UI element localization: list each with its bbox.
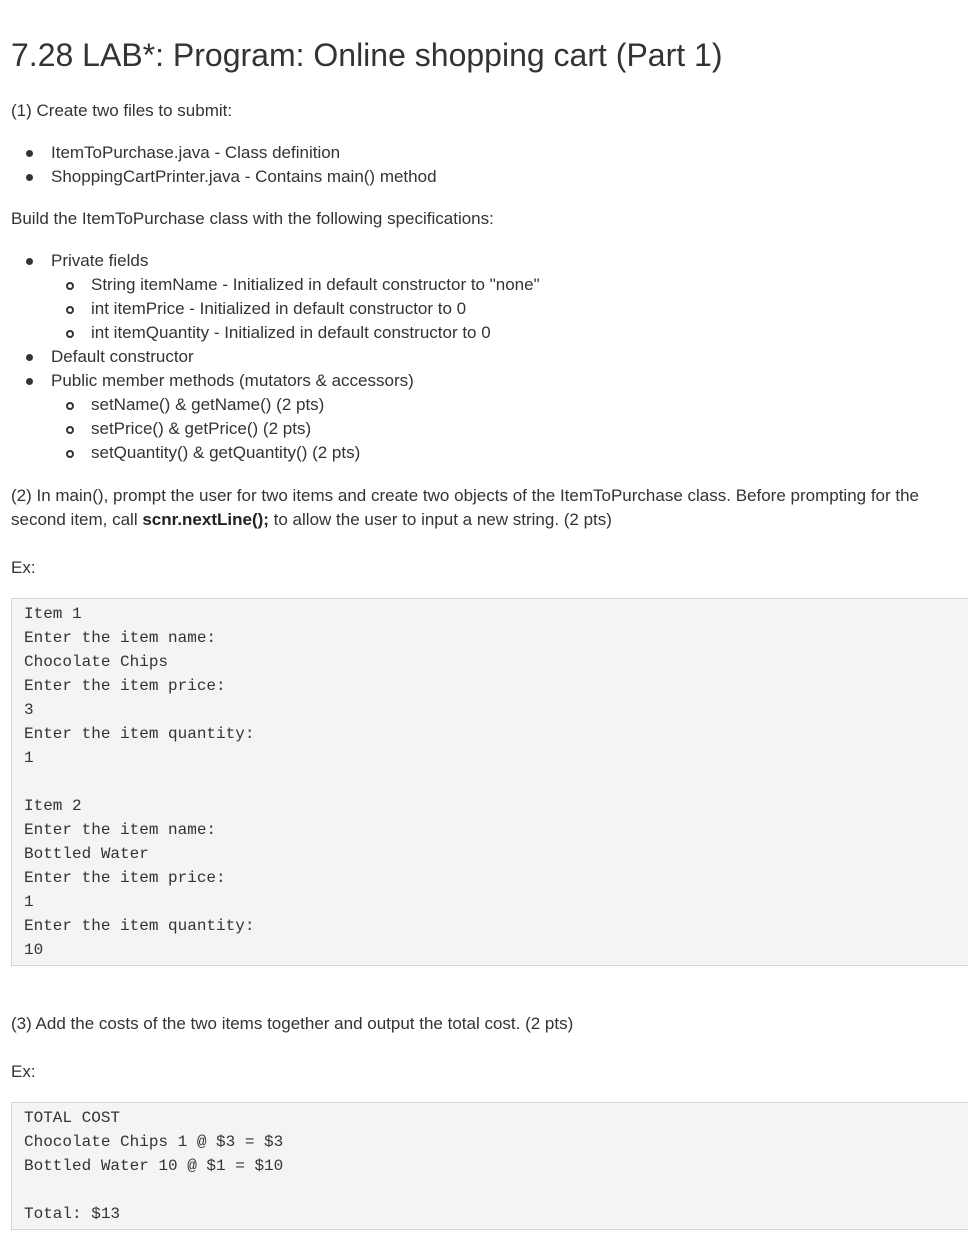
list-item: setName() & getName() (2 pts) [51,393,540,417]
step2-text-line2 [11,508,612,532]
code-line: TOTAL COST [24,1109,121,1127]
files-list [11,141,437,189]
inline-code: scnr.nextLine(); [142,510,269,529]
code-line-blank [24,1178,968,1202]
public-methods-list [51,393,540,465]
spec-intro: Build the ItemToPurchase class with the following specifications: [11,209,494,228]
code-line: 3 [24,701,34,719]
code-line: 10 [24,941,44,959]
code-line: Enter the item quantity: [24,917,255,935]
step2-text-line1: (2) In main(), prompt the user for two items and create two objects of the ItemToPurchase class. Before prompting for the [11,486,920,505]
code-line: Enter the item name: [24,629,217,647]
code-line: Enter the item name: [24,821,217,839]
code-line: Bottled Water [24,845,149,863]
list-item: setQuantity() & getQuantity() (2 pts) [51,441,540,465]
step2-line2-after: to allow the user to input a new string. (2 pts) [268,510,612,529]
code-line: Enter the item quantity: [24,725,255,743]
list-item: int itemQuantity - Initialized in default constructor to 0 [51,321,540,345]
code-line: 1 [24,893,34,911]
code-line-blank [24,770,968,794]
private-fields-label: Private fields [51,251,149,270]
page-title: 7.28 LAB*: Program: Online shopping cart (Part 1) [11,37,723,73]
code-line: Chocolate Chips [24,653,169,671]
code-line: Item 2 [24,797,82,815]
step3-text: (3) Add the costs of the two items together and output the total cost. (2 pts) [11,1014,574,1033]
list-item: ShoppingCartPrinter.java - Contains main() method [11,165,437,189]
step2-ex-label: Ex: [11,558,36,577]
list-item-default-constructor: Default constructor [11,345,540,369]
list-item: String itemName - Initialized in default constructor to "none" [51,273,540,297]
code-line: Enter the item price: [24,677,226,695]
public-methods-label: Public member methods (mutators & accessors) [51,371,414,390]
list-item: setPrice() & getPrice() (2 pts) [51,417,540,441]
step3-ex-label: Ex: [11,1062,36,1081]
code-line: 1 [24,749,34,767]
code-line: Total: $13 [24,1205,121,1223]
spec-list [11,249,540,465]
step2-line2-before: second item, call [11,510,143,529]
private-fields-list [51,273,540,345]
list-item: int itemPrice - Initialized in default constructor to 0 [51,297,540,321]
list-item: ItemToPurchase.java - Class definition [11,141,437,165]
list-item-public-methods [11,369,540,465]
code-line: Bottled Water 10 @ $1 = $10 [24,1157,284,1175]
step1-intro: (1) Create two files to submit: [11,101,233,120]
code-line: Enter the item price: [24,869,226,887]
example-output-block [11,1102,968,1230]
code-line: Chocolate Chips 1 @ $3 = $3 [24,1133,284,1151]
example-input-block [11,598,968,966]
code-line: Item 1 [24,605,82,623]
list-item-private-fields [11,249,540,345]
